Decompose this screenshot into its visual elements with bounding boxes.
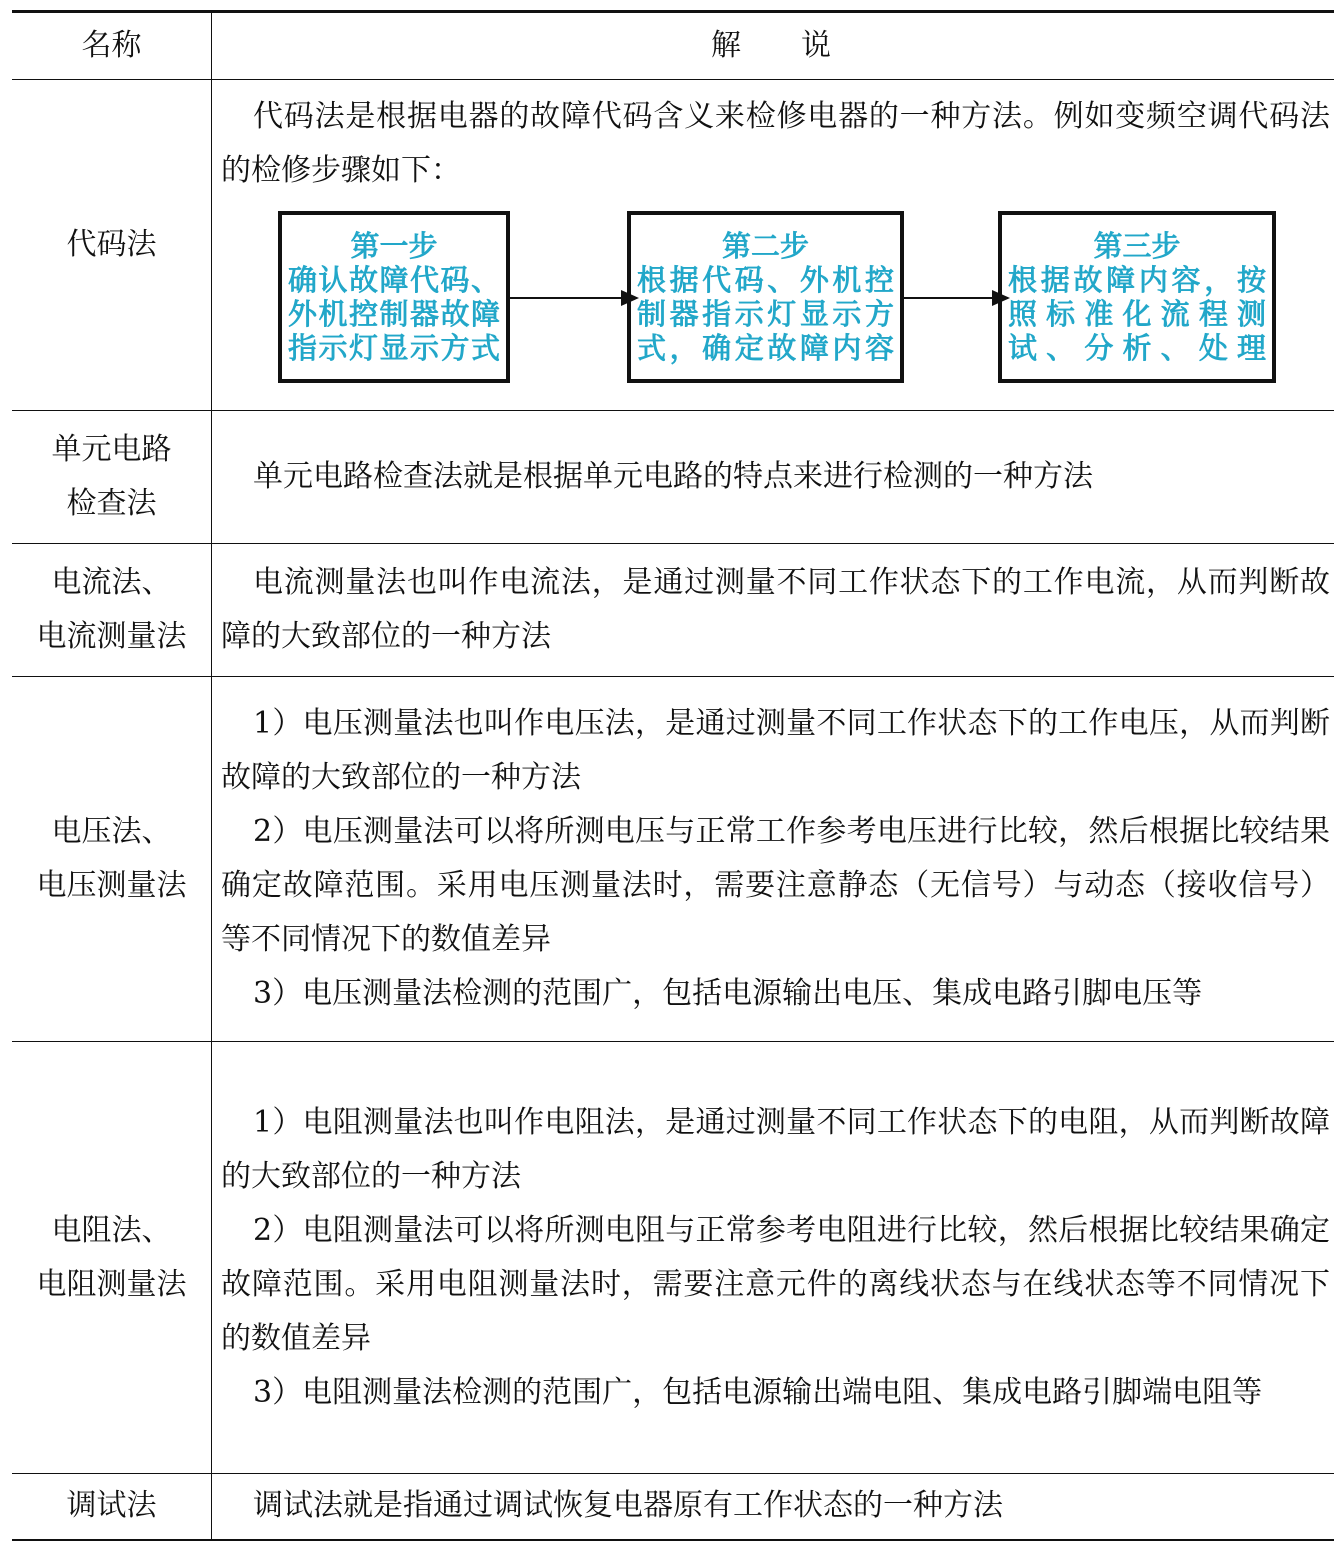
flow-step-title: 第三步 — [1093, 229, 1181, 263]
flow-step-line: 制器指示灯显示方 — [637, 297, 894, 331]
header-name: 名称 — [12, 12, 212, 80]
row-paragraph: 1）电压测量法也叫作电压法，是通过测量不同工作状态下的工作电压，从而判断故障的大致部位的一种方法 — [221, 706, 1330, 795]
row-paragraph: 2）电压测量法可以将所测电压与正常工作参考电压进行比较，然后根据比较结果确定故障范围。采用电压测量法时，需要注意静态（无信号）与动态（接收信号）等不同情况下的数值差异 — [221, 814, 1330, 957]
row-name-line: 电压法、 — [51, 814, 172, 849]
flow-step-line: 试、分析、处理 — [1008, 331, 1266, 365]
row-name: 调试法 — [12, 1474, 212, 1540]
row-name — [12, 411, 212, 544]
header-desc: 解说 — [212, 12, 1335, 80]
table-row — [12, 1042, 1334, 1474]
table-row — [12, 544, 1334, 677]
flow-step-1 — [278, 211, 510, 383]
row-name-line: 单元电路 — [51, 432, 172, 467]
row-name-line: 电流测量法 — [36, 619, 187, 654]
flow-step-line: 根据故障内容，按 — [1008, 263, 1266, 297]
flow-step-line: 照标准化流程测 — [1008, 297, 1266, 331]
flow-step-title: 第一步 — [350, 229, 438, 263]
row-paragraph: 单元电路检查法就是根据单元电路的特点来进行检测的一种方法 — [253, 459, 1093, 494]
row-paragraph: 2）电阻测量法可以将所测电阻与正常参考电阻进行比较，然后根据比较结果确定故障范围。采用电阻测量法时，需要注意元件的离线状态与在线状态等不同情况下的数值差异 — [221, 1212, 1330, 1356]
row-paragraph: 3）电压测量法检测的范围广，包括电源输出电压、集成电路引脚电压等 — [253, 976, 1203, 1011]
row-name — [12, 544, 212, 677]
row-name: 代码法 — [12, 80, 212, 411]
row-desc — [212, 411, 1335, 544]
row-desc — [212, 544, 1335, 677]
row-name-line: 电压测量法 — [36, 868, 187, 903]
flow-arrow — [904, 297, 1008, 299]
row-name-line: 检查法 — [66, 486, 157, 521]
row-paragraph: 调试法就是指通过调试恢复电器原有工作状态的一种方法 — [253, 1488, 1003, 1524]
flow-step-line: 根据代码、外机控 — [637, 263, 894, 297]
row-desc — [212, 80, 1335, 411]
methods-table — [12, 10, 1334, 1541]
row-desc — [212, 1042, 1335, 1474]
row-name-line: 电阻测量法 — [36, 1266, 187, 1302]
flow-step-title: 第二步 — [721, 229, 809, 263]
row-desc — [212, 1474, 1335, 1540]
flow-diagram — [221, 208, 1301, 388]
row-name-line: 电阻法、 — [51, 1212, 172, 1248]
flow-step-2 — [627, 211, 904, 383]
row-desc — [212, 677, 1335, 1042]
flow-step-line: 外机控制器故障 — [288, 297, 500, 331]
row-paragraph: 1）电阻测量法也叫作电阻法，是通过测量不同工作状态下的电阻，从而判断故障的大致部位的一种方法 — [221, 1104, 1330, 1194]
row-paragraph: 3）电阻测量法检测的范围广，包括电源输出端电阻、集成电路引脚端电阻等 — [253, 1374, 1263, 1410]
table-row — [12, 80, 1334, 411]
flow-step-3 — [998, 211, 1276, 383]
flow-step-line: 式，确定故障内容 — [637, 331, 894, 365]
row-name — [12, 677, 212, 1042]
table-header-row — [12, 12, 1334, 80]
row-paragraph: 电流测量法也叫作电流法，是通过测量不同工作状态下的工作电流，从而判断故障的大致部位的一种方法 — [221, 565, 1330, 654]
flow-step-line: 确认故障代码、 — [288, 263, 500, 297]
row-paragraph: 代码法是根据电器的故障代码含义来检修电器的一种方法。例如变频空调代码法的检修步骤如下： — [221, 99, 1330, 188]
table-row — [12, 411, 1334, 544]
flow-arrow — [510, 297, 637, 299]
table-row — [12, 677, 1334, 1042]
row-name-line: 电流法、 — [51, 565, 172, 600]
flow-step-line: 指示灯显示方式 — [288, 331, 500, 365]
table-row — [12, 1474, 1334, 1540]
row-name — [12, 1042, 212, 1474]
